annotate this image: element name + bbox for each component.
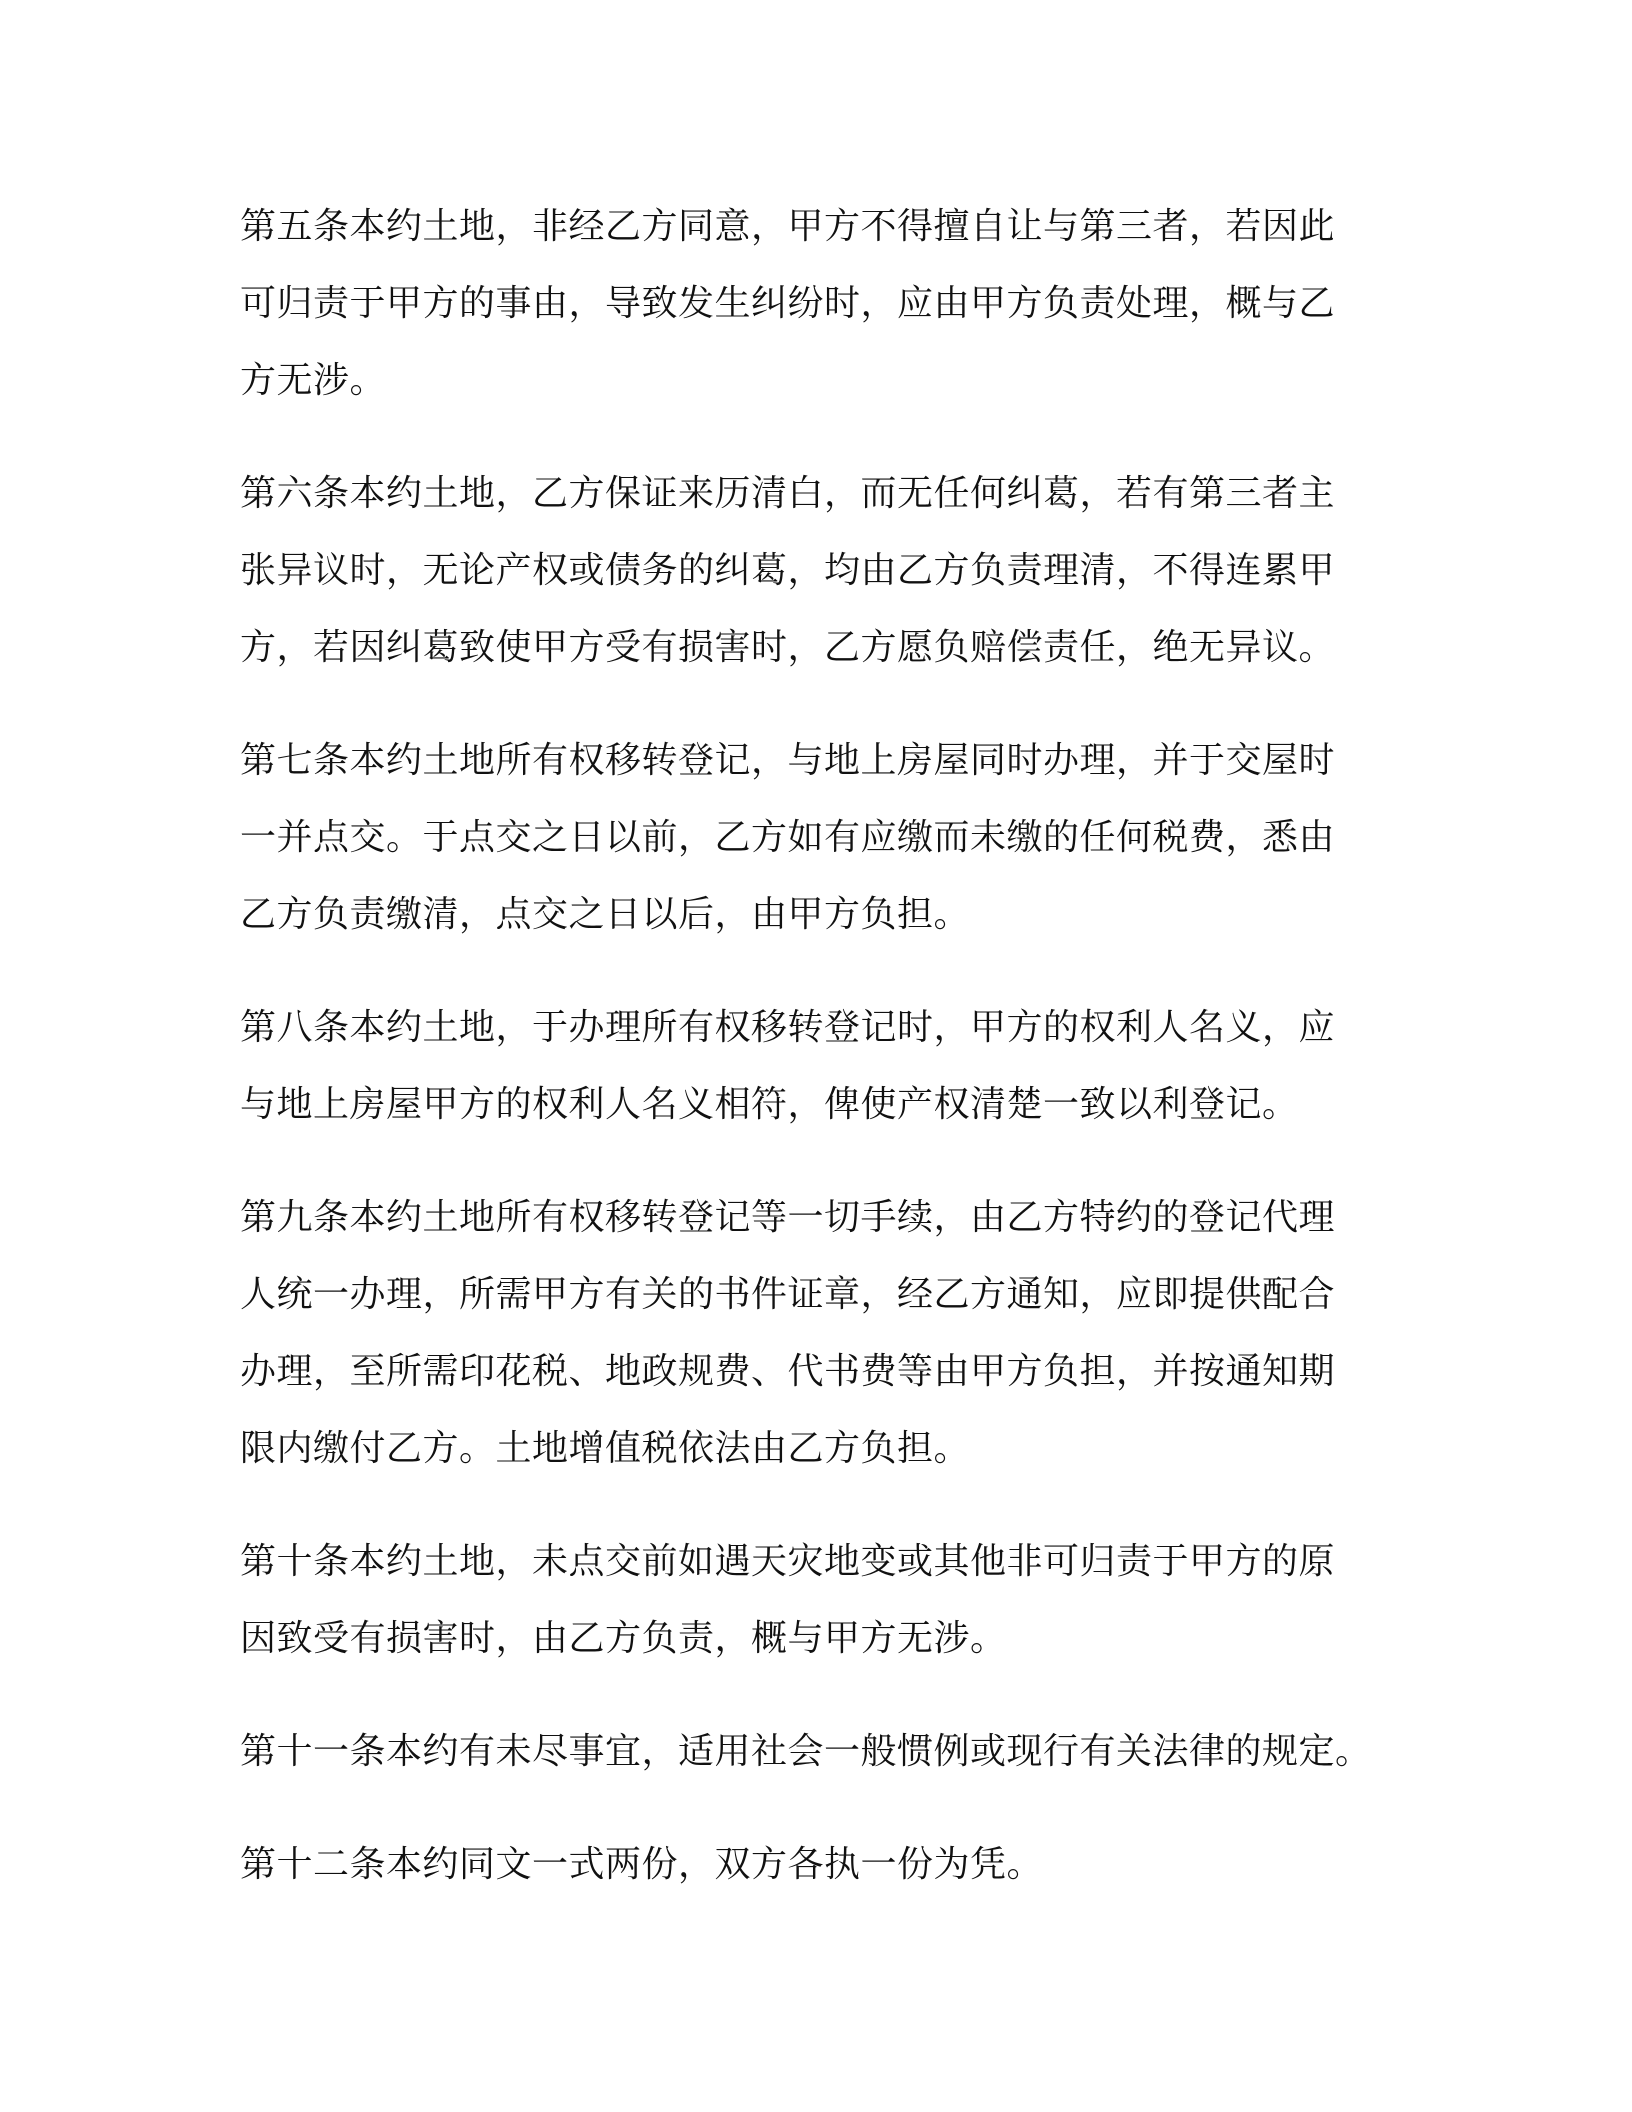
clause-5: 第五条本约土地，非经乙方同意，甲方不得擅自让与第三者，若因此 可归责于甲方的事由，导致发生纠纷时，应由甲方负责处理，概与乙 方无涉。 [240, 206, 1336, 401]
clause-6: 第六条本约土地，乙方保证来历清白，而无任何纠葛，若有第三者主 张异议时，无论产权或债务的纠葛，均由乙方负责理清，不得连累甲 方，若因纠葛致使甲方受有损害时，乙方愿负赔偿责任，绝无异议。 [240, 473, 1336, 668]
contract-body [240, 188, 1400, 1903]
clause-8: 第八条本约土地，于办理所有权移转登记时，甲方的权利人名义，应 与地上房屋甲方的权利人名义相符，俾使产权清楚一致以利登记。 [240, 1007, 1336, 1125]
clause-12: 第十二条本约同文一式两份，双方各执一份为凭。 [240, 1844, 1044, 1885]
clause-7: 第七条本约土地所有权移转登记，与地上房屋同时办理，并于交屋时 一并点交。于点交之日以前，乙方如有应缴而未缴的任何税费，悉由 乙方负责缴清，点交之日以后，由甲方负担。 [240, 740, 1336, 935]
clause-10: 第十条本约土地，未点交前如遇天灾地变或其他非可归责于甲方的原 因致受有损害时，由乙方负责，概与甲方无涉。 [240, 1541, 1336, 1659]
clause-11: 第十一条本约有未尽事宜，适用社会一般惯例或现行有关法律的规定。 [240, 1731, 1372, 1772]
clause-9: 第九条本约土地所有权移转登记等一切手续，由乙方特约的登记代理 人统一办理，所需甲方有关的书件证章，经乙方通知，应即提供配合 办理，至所需印花税、地政规费、代书费等由甲方负担，并按通知期 限内缴付乙方。土地增值税依法由乙方负担。 [240, 1197, 1336, 1469]
